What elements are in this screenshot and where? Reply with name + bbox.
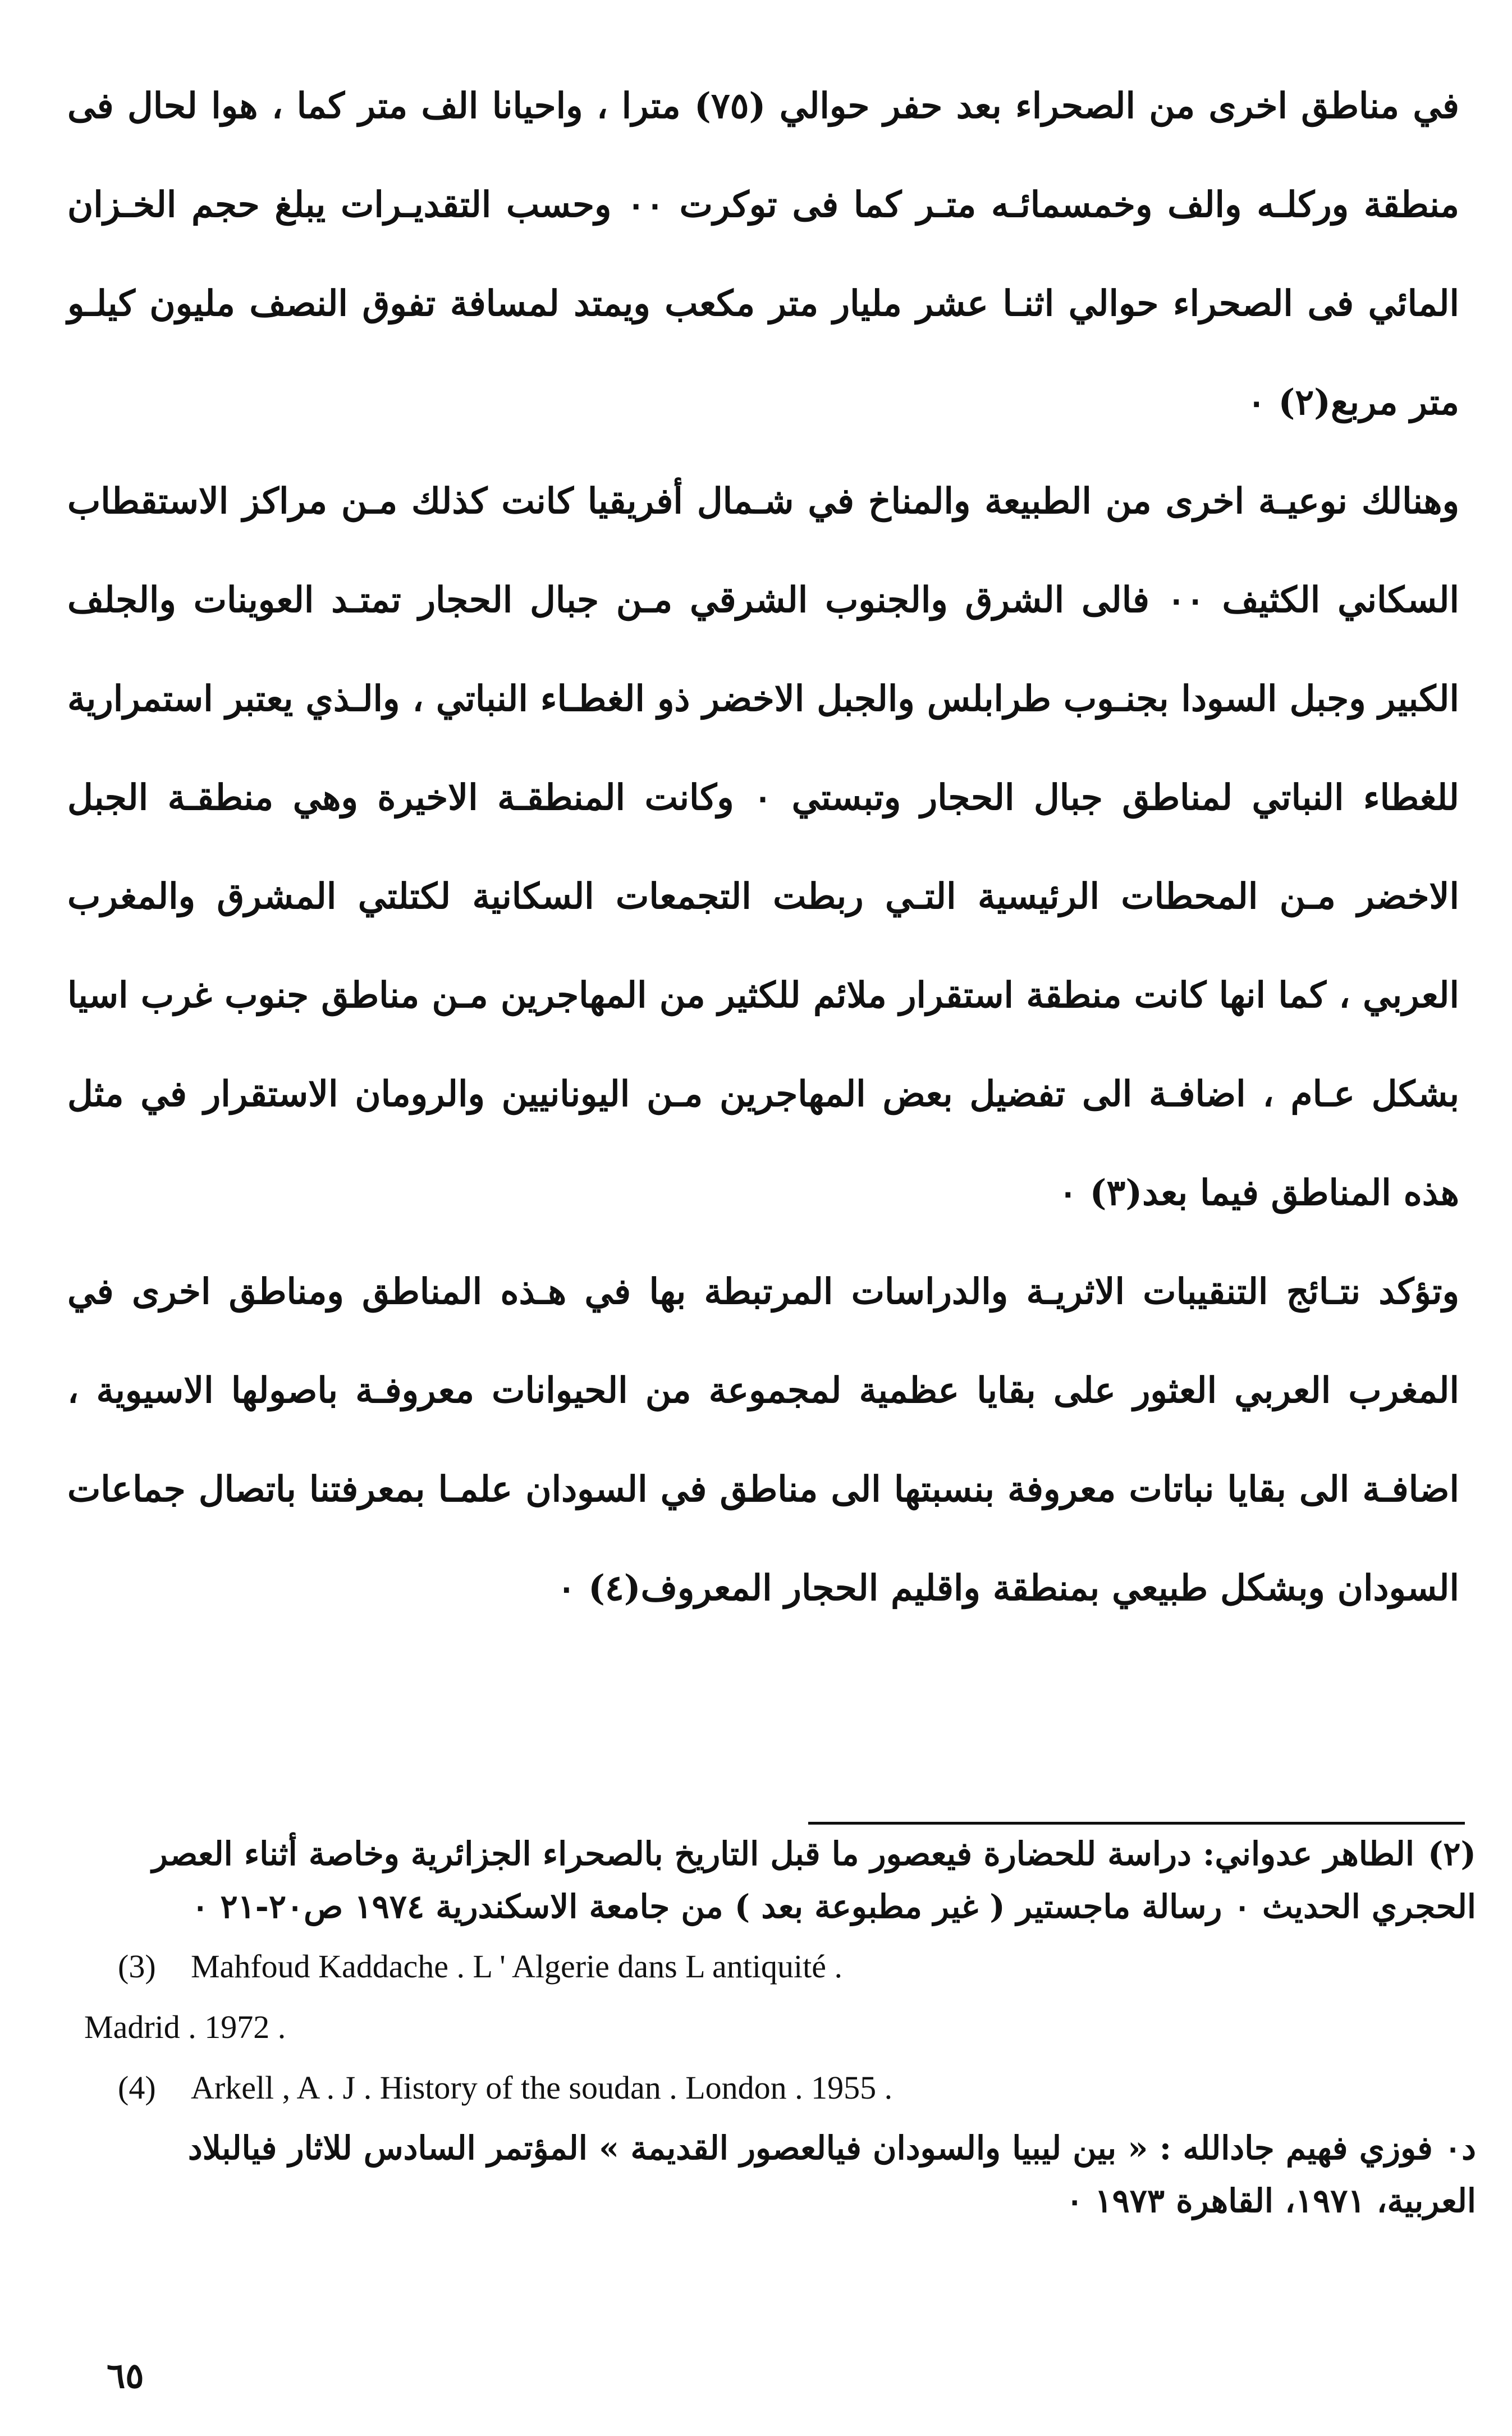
- footnote-2-text: الطاهر عدواني: دراسة للحضارة فيعصور ما قبل التاريخ بالصحراء الجزائرية وخاصة أثناء العصر الحجري الحديث ٠ رسالة ماجستير ( غير مطبوعة بعد ) من جامعة الاسكندرية ١٩٧٤ ص٢٠-٢١ ٠: [152, 1835, 1476, 1926]
- footnote-extra: د٠ فوزي فهيم جادالله : « بين ليبيا والسودان فيالعصور القديمة » المؤتمر السادس للاثار فيالبلاد العربية، ١٩٧١، القاهرة ١٩٧٣ ٠: [187, 2129, 1476, 2220]
- footnote-4-number: (4): [118, 2069, 156, 2106]
- footnote-2: [84, 1827, 1476, 1933]
- page-number: ٦٥: [107, 2355, 144, 2396]
- footnotes: [84, 1827, 1476, 2227]
- footnote-4-line1: Arkell , A . J . History of the soudan . London . 1955 .: [191, 2069, 893, 2106]
- body-text: [67, 56, 1459, 1637]
- paragraph-1: في مناطق اخرى من الصحراء بعد حفر حوالي (٧٥) مترا ، واحيانا الف متر كما ، هوا لحال فى منطقة وركلـه والف وخمسمائـه متـر كما فى توكرت ٠٠ وحسب التقديـرات يبلغ حجم الخـزان المائي فى الصحراء حوالي اثنـا عشر مليار متر مكعب ويمتد لمسافة تفوق النصف مليون كيلـو متر مربع(٢) ٠: [67, 85, 1459, 423]
- footnote-3-number: (3): [118, 1948, 156, 1985]
- footnote-separator: [808, 1822, 1465, 1825]
- footnote-2-number: (٢): [1427, 1835, 1476, 1873]
- footnote-3-line1: Mahfoud Kaddache . L ' Algerie dans L antiquité .: [191, 1948, 842, 1985]
- paragraph-3: وتؤكد نتـائج التنقيبات الاثريـة والدراسات المرتبطة بها في هـذه المناطق ومناطق اخرى في المغرب العربي العثور على بقايا عظمية لمجموعة من الحيوانات معروفـة باصولها الاسيوية ، اضافـة الى بقايا نباتات معروفة بنسبتها الى مناطق في السودان علمـا بمعرفتنا باتصال جماعات السودان وبشكل طبيعي بمنطقة واقليم الحجار المعروف(٤) ٠: [67, 1270, 1459, 1608]
- footnote-4: [84, 2058, 1476, 2118]
- footnote-3-line2: Madrid . 1972 .: [84, 2009, 286, 2045]
- paragraph-2: وهنالك نوعيـة اخرى من الطبيعة والمناخ في شـمال أفريقيا كانت كذلك مـن مراكز الاستقطاب السكاني الكثيف ٠٠ فالى الشرق والجنوب الشرقي مـن جبال الحجار تمتـد العوينات والجلف الكبير وجبل السودا بجنـوب طرابلس والجبل الاخضر ذو الغطـاء النباتي ، والـذي يعتبر استمرارية للغطاء النباتي لمناطق جبال الحجار وتبستي ٠ وكانت المنطقـة الاخيرة وهي منطقـة الجبل الاخضر مـن المحطات الرئيسية التـي ربطت التجمعات السكانية لكتلتي المشرق والمغرب العربي ، كما انها كانت منطقة استقرار ملائم للكثير من المهاجرين مـن مناطق جنوب غرب اسيا بشكل عـام ، اضافـة الى تفضيل بعض المهاجرين مـن اليونانيين والرومان الاستقرار في مثل هذه المناطق فيما بعد(٣) ٠: [67, 480, 1459, 1213]
- footnote-3: [84, 1936, 1476, 1997]
